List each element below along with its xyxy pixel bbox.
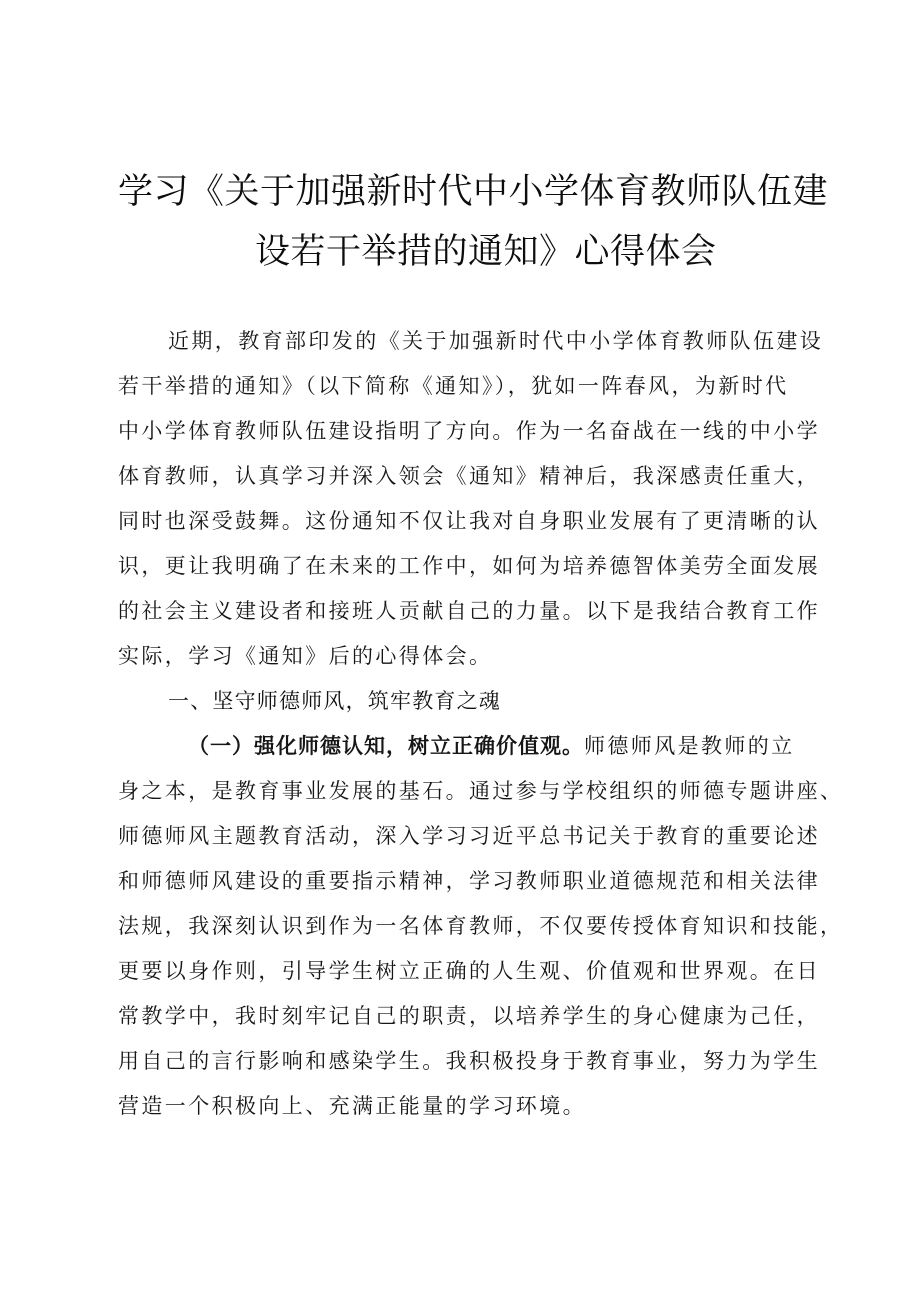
intro-line-7: 的社会主义建设者和接班人贡献自己的力量。以下是我结合教育工作 [118, 599, 820, 623]
document-title-line-1: 学习《关于加强新时代中小学体育教师队伍建 [118, 172, 829, 212]
intro-line-1: 近期，教育部印发的《关于加强新时代中小学体育教师队伍建设 [168, 329, 824, 353]
subsection-line-2: 身之本，是教育事业发展的基石。通过参与学校组织的师德专题讲座、 [118, 779, 844, 803]
intro-line-8: 实际，学习《通知》后的心得体会。 [118, 644, 493, 668]
subsection-first-line [188, 731, 828, 761]
document-title-line-2: 设若干举措的通知》心得体会 [255, 232, 717, 272]
intro-line-3: 中小学体育教师队伍建设指明了方向。作为一名奋战在一线的中小学 [118, 419, 820, 443]
subsection-line-3: 师德师风主题教育活动，深入学习习近平总书记关于教育的重要论述 [118, 824, 820, 848]
intro-line-5: 同时也深受鼓舞。这份通知不仅让我对自身职业发展有了更清晰的认 [118, 509, 820, 533]
intro-line-2: 若干举措的通知》（以下简称《通知》），犹如一阵春风，为新时代 [118, 374, 789, 398]
subsection-line-9: 营造一个积极向上、充满正能量的学习环境。 [118, 1094, 586, 1118]
intro-line-4: 体育教师，认真学习并深入领会《通知》精神后，我深感责任重大， [118, 464, 820, 488]
subsection-line-7: 常教学中，我时刻牢记自己的职责，以培养学生的身心健康为己任， [118, 1004, 820, 1028]
subsection-first-line-rest: 师德师风是教师的立 [584, 734, 795, 758]
section-heading-1: 一、坚守师德师风，筑牢教育之魂 [168, 689, 501, 713]
subsection-line-6: 更要以身作则，引导学生树立正确的人生观、价值观和世界观。在日 [118, 959, 820, 983]
subsection-line-5: 法规，我深刻认识到作为一名体育教师，不仅要传授体育知识和技能， [118, 914, 844, 938]
subsection-line-8: 用自己的言行影响和感染学生。我积极投身于教育事业，努力为学生 [118, 1049, 820, 1073]
intro-line-6: 识，更让我明确了在未来的工作中，如何为培养德智体美劳全面发展 [118, 554, 820, 578]
subsection-heading-1: （一）强化师德认知，树立正确价值观。 [188, 734, 584, 758]
subsection-line-4: 和师德师风建设的重要指示精神，学习教师职业道德规范和相关法律 [118, 869, 820, 893]
